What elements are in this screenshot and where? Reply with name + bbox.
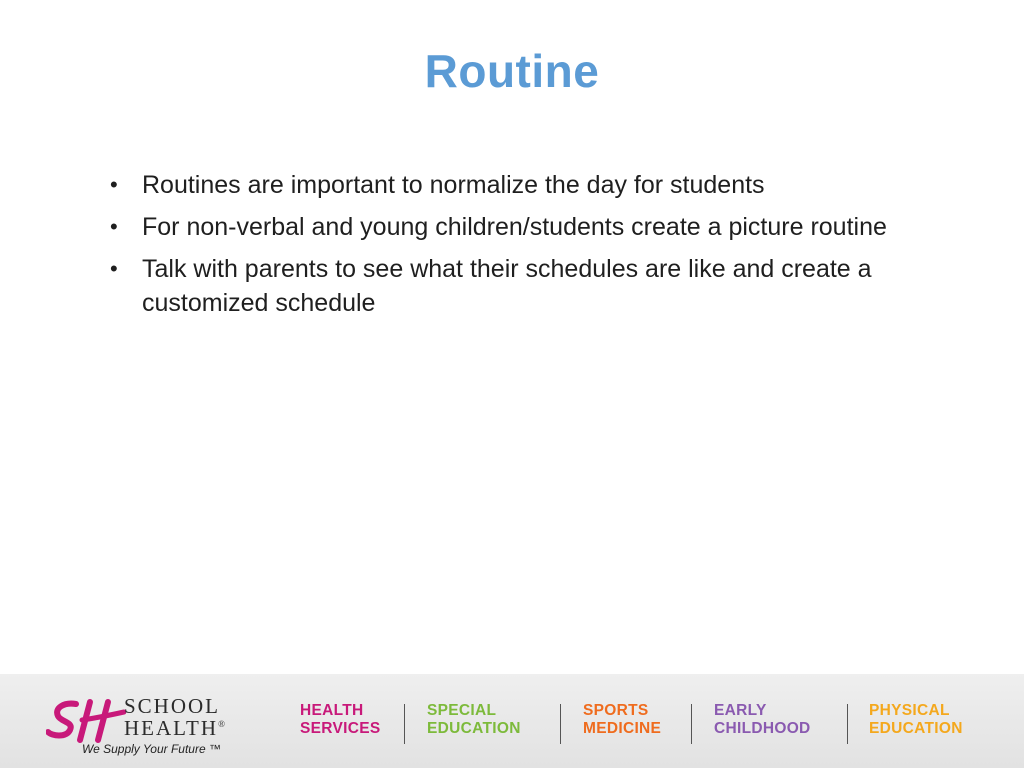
sh-logo-mark-icon <box>46 698 126 746</box>
divider <box>404 704 405 744</box>
category-health-services: HEALTH SERVICES <box>300 702 381 737</box>
school-health-logo <box>46 692 246 760</box>
divider <box>691 704 692 744</box>
bullet-text: Routines are important to normalize the day for students <box>142 171 765 199</box>
logo-tagline: We Supply Your Future ™ <box>82 742 221 756</box>
slide-title: Routine <box>424 45 600 97</box>
logo-school-text: SCHOOL <box>124 694 221 718</box>
category-sports-medicine: SPORTS MEDICINE <box>583 702 662 737</box>
category-special-education: SPECIAL EDUCATION <box>427 702 521 737</box>
bullet-text: For non-verbal and young children/students create a picture routine <box>142 213 887 241</box>
divider <box>560 704 561 744</box>
category-early-childhood: EARLY CHILDHOOD <box>714 702 811 737</box>
bullet-item <box>108 252 908 320</box>
bullet-dot-icon: • <box>110 172 118 197</box>
bullet-text: Talk with parents to see what their schedules are like and create a customized schedule <box>142 255 872 317</box>
logo-health-text: HEALTH® <box>124 716 227 740</box>
bullet-dot-icon: • <box>110 214 118 239</box>
divider <box>847 704 848 744</box>
bullet-dot-icon: • <box>110 256 118 281</box>
footer-banner <box>0 674 1024 768</box>
bullet-list <box>108 168 908 328</box>
category-physical-education: PHYSICAL EDUCATION <box>869 702 963 737</box>
bullet-item <box>108 210 908 244</box>
bullet-item <box>108 168 908 202</box>
